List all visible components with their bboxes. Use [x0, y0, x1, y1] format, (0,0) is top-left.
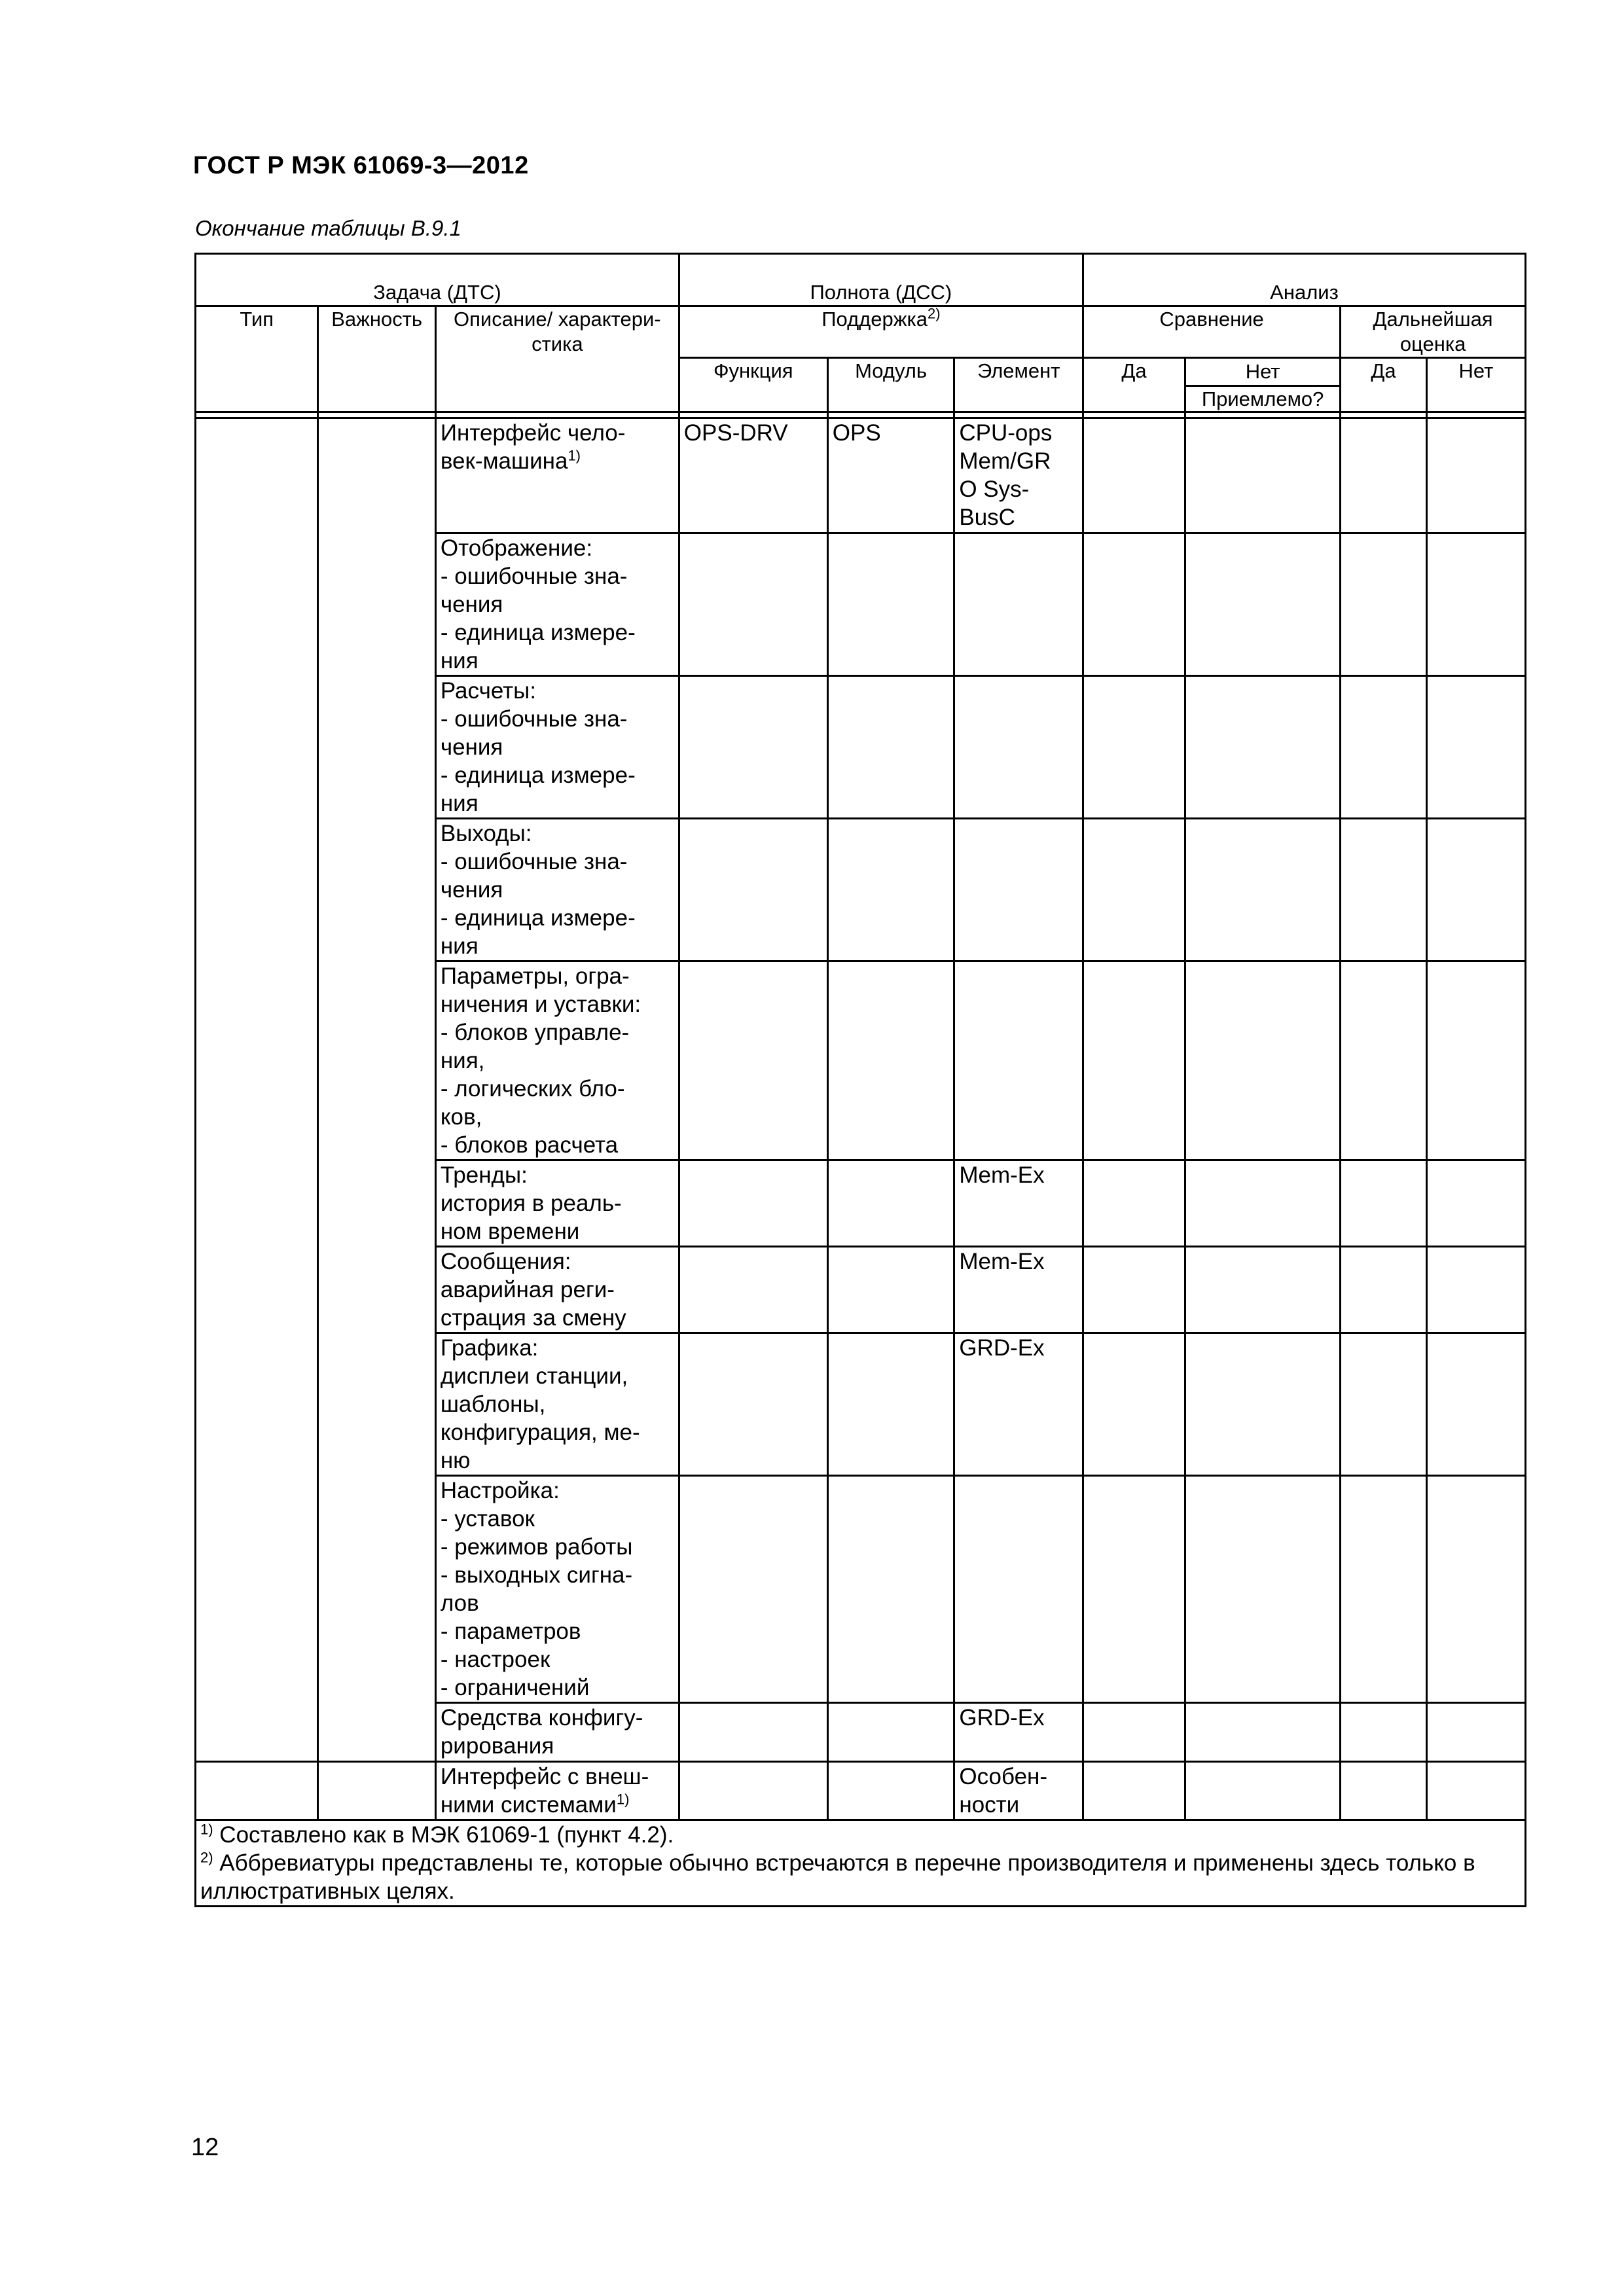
footnotes-row — [196, 1820, 1526, 1907]
cell-function — [679, 961, 827, 1160]
header-description: Описание/ характери- стика — [435, 306, 679, 412]
cell-description: Выходы: - ошибочные зна- чения - единица измере- ния — [435, 819, 679, 961]
cell-description: Параметры, огра- ничения и уставки: - блоков управле- ния, - логических бло- ков, - блоков расчета — [435, 961, 679, 1160]
cell-module — [827, 1247, 954, 1333]
cell-function — [679, 1703, 827, 1762]
cell-function — [679, 1333, 827, 1476]
table-row — [196, 1762, 1526, 1820]
cell-function — [679, 1247, 827, 1333]
cell-module — [827, 1762, 954, 1820]
evaluation-table — [194, 253, 1526, 1907]
header-completeness: Полнота (ДСС) — [679, 254, 1083, 306]
cell-function — [679, 533, 827, 676]
cell-module — [827, 1160, 954, 1247]
cell-description: Средства конфигу- рирования — [435, 1703, 679, 1762]
cell-element — [954, 961, 1083, 1160]
document-header-code: ГОСТ Р МЭК 61069-3—2012 — [193, 152, 529, 179]
header-analysis: Анализ — [1083, 254, 1525, 306]
cell-element: Особен- ности — [954, 1762, 1083, 1820]
header-support — [679, 306, 1083, 358]
table-caption: Окончание таблицы В.9.1 — [195, 216, 461, 240]
cell-description: Графика: дисплеи станции, шаблоны, конфигурация, ме- ню — [435, 1333, 679, 1476]
header-type: Тип — [196, 306, 318, 412]
cell-element — [954, 533, 1083, 676]
cell-module — [827, 819, 954, 961]
header-support-label: Поддержка — [821, 308, 928, 331]
footnote-1: $^{1)}$ Составлено как в МЭК 61069-1 (пункт 4.2). — [200, 1821, 674, 1848]
cell-description: Отображение: - ошибочные зна- чения - единица измере- ния — [435, 533, 679, 676]
header-module: Модуль — [827, 358, 954, 412]
table-footnotes — [196, 1820, 1526, 1907]
cell-element: GRD-Ex — [954, 1703, 1083, 1762]
cell-description: Интерфейс чело- век-машина$^{1)}$ — [435, 418, 679, 533]
cell-function — [679, 819, 827, 961]
cell-module — [827, 961, 954, 1160]
table-row — [196, 418, 1526, 533]
header-further-evaluation: Дальнейшая оценка — [1341, 306, 1526, 358]
cell-description: Интерфейс с внеш- ними системами$^{1)}$ — [435, 1762, 679, 1820]
cell-importance — [318, 418, 435, 1762]
cell-description: Расчеты: - ошибочные зна- чения - единица измере- ния — [435, 676, 679, 819]
cell-function: OPS-DRV — [679, 418, 827, 533]
header-function: Функция — [679, 358, 827, 412]
footnote-2: $^{2)}$ Аббревиатуры представлены те, которые обычно встречаются в перечне производителя и применены здесь только в иллюстративных целях. — [200, 1849, 1475, 1904]
cell-module — [827, 676, 954, 819]
cell-function — [679, 1476, 827, 1703]
header-element: Элемент — [954, 358, 1083, 412]
cell-importance — [318, 1762, 435, 1820]
cell-function — [679, 1160, 827, 1247]
header-no-2: Нет — [1426, 358, 1525, 412]
header-no-1 — [1185, 358, 1341, 412]
cell-type — [196, 1762, 318, 1820]
cell-module — [827, 533, 954, 676]
cell-description: Настройка: - уставок - режимов работы - выходных сигна- лов - параметров - настроек - ограничений — [435, 1476, 679, 1703]
cell-module — [827, 1333, 954, 1476]
header-yes-1: Да — [1083, 358, 1185, 412]
cell-function — [679, 676, 827, 819]
cell-element — [954, 819, 1083, 961]
cell-element — [954, 1476, 1083, 1703]
header-task: Задача (ДТС) — [196, 254, 679, 306]
cell-module — [827, 1703, 954, 1762]
cell-element: Mem-Ex — [954, 1247, 1083, 1333]
header-no-1-label: Нет — [1186, 359, 1339, 387]
cell-function — [679, 1762, 827, 1820]
cell-description: Сообщения: аварийная реги- страция за смену — [435, 1247, 679, 1333]
cell-element: CPU-ops Mem/GR O Sys- BusC — [954, 418, 1083, 533]
page-number: 12 — [191, 2134, 219, 2161]
cell-module: OPS — [827, 418, 954, 533]
header-importance: Важность — [318, 306, 435, 412]
header-comparison: Сравнение — [1083, 306, 1340, 358]
header-support-note: 2) — [927, 305, 941, 322]
header-acceptable: Приемлемо? — [1201, 387, 1324, 410]
cell-description: Тренды: история в реаль- ном времени — [435, 1160, 679, 1247]
cell-element: GRD-Ex — [954, 1333, 1083, 1476]
cell-module — [827, 1476, 954, 1703]
cell-element: Mem-Ex — [954, 1160, 1083, 1247]
cell-type — [196, 418, 318, 1762]
cell-element — [954, 676, 1083, 819]
header-yes-2: Да — [1341, 358, 1427, 412]
